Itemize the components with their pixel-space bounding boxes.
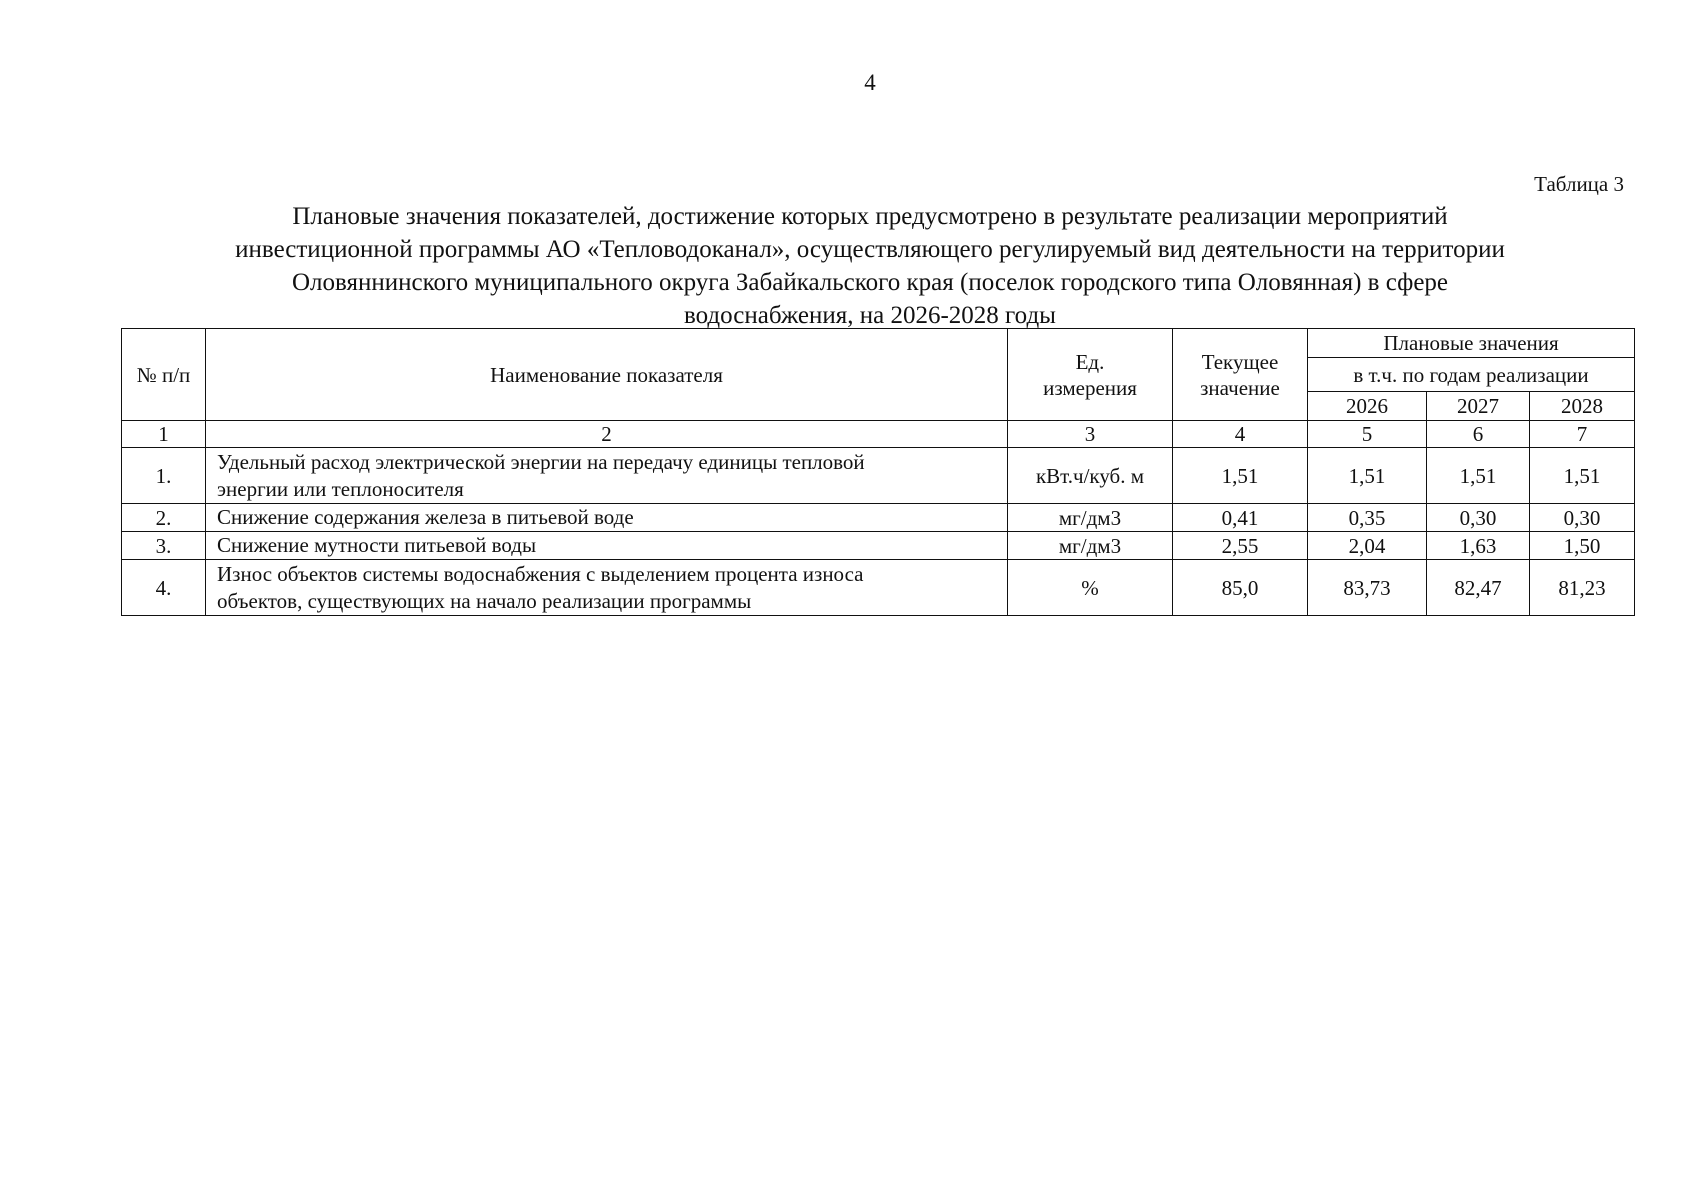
value-2027: 0,30 [1427,504,1530,532]
header-year: 2026 [1308,392,1427,421]
header-current-line: Текущее [1201,349,1279,374]
table-row [122,560,1635,616]
header-by-years: в т.ч. по годам реализации [1308,358,1635,392]
unit-cell: кВт.ч/куб. м [1008,448,1173,504]
header-current [1173,329,1308,421]
row-number: 2. [122,504,206,532]
header-year: 2027 [1427,392,1530,421]
indicator-name [206,448,1008,504]
indicator-name-line: Удельный расход электрической энергии на передачу единицы тепловой [217,449,865,474]
value-2026: 83,73 [1308,560,1427,616]
header-unit-line: Ед. [1075,349,1105,374]
header-num: № п/п [122,329,206,421]
column-number: 7 [1530,421,1635,448]
title-line: инвестиционной программы АО «Тепловодоканал», осуществляющего регулируемый вид деятельности на территории [235,236,1505,263]
table-row [122,448,1635,504]
column-number: 4 [1173,421,1308,448]
header-unit [1008,329,1173,421]
unit-cell: % [1008,560,1173,616]
value-2028: 1,50 [1530,532,1635,560]
value-2027: 82,47 [1427,560,1530,616]
indicator-name: Снижение мутности питьевой воды [206,532,1008,560]
value-2026: 0,35 [1308,504,1427,532]
current-value: 2,55 [1173,532,1308,560]
table-caption: Таблица 3 [1534,172,1624,196]
current-value: 0,41 [1173,504,1308,532]
indicator-name: Снижение содержания железа в питьевой воде [206,504,1008,532]
document-title [140,200,1600,332]
indicators-table [121,328,1635,616]
row-number: 4. [122,560,206,616]
indicator-name [206,560,1008,616]
row-number: 1. [122,448,206,504]
table-row [122,504,1635,532]
value-2028: 1,51 [1530,448,1635,504]
header-current-line: значение [1200,375,1280,400]
indicator-name-line: объектов, существующих на начало реализации программы [217,588,752,613]
column-number: 2 [206,421,1008,448]
unit-cell: мг/дм3 [1008,532,1173,560]
indicator-name-line: Износ объектов системы водоснабжения с выделением процента износа [217,561,864,586]
header-year: 2028 [1530,392,1635,421]
row-number: 3. [122,532,206,560]
value-2028: 0,30 [1530,504,1635,532]
column-number: 1 [122,421,206,448]
value-2026: 1,51 [1308,448,1427,504]
value-2027: 1,51 [1427,448,1530,504]
column-numbers-row [122,421,1635,448]
current-value: 1,51 [1173,448,1308,504]
table-row [122,532,1635,560]
value-2028: 81,23 [1530,560,1635,616]
column-number: 5 [1308,421,1427,448]
column-number: 3 [1008,421,1173,448]
header-planned: Плановые значения [1308,329,1635,358]
value-2026: 2,04 [1308,532,1427,560]
column-number: 6 [1427,421,1530,448]
title-line: Плановые значения показателей, достижение которых предусмотрено в результате реализации мероприятий [292,203,1448,230]
header-row [122,329,1635,358]
header-unit-line: измерения [1043,375,1137,400]
title-line: водоснабжения, на 2026-2028 годы [684,302,1056,329]
value-2027: 1,63 [1427,532,1530,560]
page-number: 4 [864,70,876,95]
indicator-name-line: энергии или теплоносителя [217,476,464,501]
title-line: Оловяннинского муниципального округа Забайкальского края (поселок городского типа Оловянная) в сфере [291,269,1449,296]
current-value: 85,0 [1173,560,1308,616]
header-name: Наименование показателя [206,329,1008,421]
unit-cell: мг/дм3 [1008,504,1173,532]
